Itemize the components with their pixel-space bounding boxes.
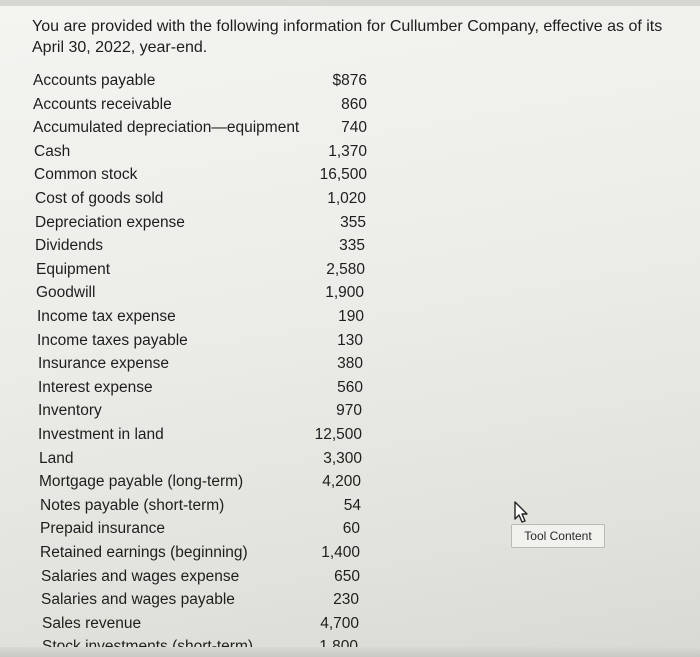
- account-value: 130: [337, 332, 363, 349]
- account-label: Income taxes payable: [37, 332, 188, 349]
- account-label: Insurance expense: [38, 355, 169, 372]
- account-label: Salaries and wages payable: [41, 591, 235, 608]
- account-value: 60: [342, 520, 360, 537]
- account-value: 230: [333, 591, 359, 608]
- tool-content-button[interactable]: Tool Content: [511, 524, 605, 548]
- account-label: Prepaid insurance: [40, 520, 165, 537]
- account-label: Notes payable (short-term): [40, 497, 225, 514]
- account-value: 380: [337, 355, 363, 372]
- bottom-edge: [0, 647, 700, 657]
- account-value: 335: [339, 237, 365, 254]
- account-label: Interest expense: [38, 379, 153, 396]
- account-label: Inventory: [38, 402, 102, 419]
- account-value: 970: [336, 402, 362, 419]
- account-label: Sales revenue: [42, 615, 142, 632]
- intro-text: You are provided with the following information for Cullumber Company, effective as of its April 30, 2022, year-end.: [32, 18, 663, 56]
- account-label: Accounts payable: [33, 72, 156, 89]
- account-value: 740: [341, 119, 367, 136]
- account-value: 2,580: [326, 261, 365, 278]
- account-value: 1,400: [321, 544, 360, 561]
- top-edge: [0, 0, 700, 6]
- account-value: 4,700: [320, 615, 359, 632]
- account-label: Cost of goods sold: [35, 190, 164, 207]
- account-label: Accumulated depreciation—equipment: [33, 119, 300, 136]
- account-value: 355: [340, 214, 366, 231]
- pointer-cursor-icon: [512, 501, 530, 525]
- account-label: Goodwill: [36, 284, 96, 301]
- account-value: 54: [343, 497, 361, 514]
- account-label: Depreciation expense: [35, 214, 185, 231]
- account-label: Accounts receivable: [33, 96, 172, 113]
- account-value: 3,300: [323, 450, 362, 467]
- account-label: Investment in land: [38, 426, 164, 443]
- account-label: Mortgage payable (long-term): [39, 473, 244, 490]
- account-label: Dividends: [35, 237, 104, 254]
- account-value: 560: [337, 379, 363, 396]
- account-value: 16,500: [319, 166, 367, 183]
- account-value: 1,020: [327, 190, 366, 207]
- account-value: 12,500: [314, 426, 362, 443]
- account-value: 190: [338, 308, 364, 325]
- account-value: 4,200: [322, 473, 361, 490]
- account-label: Cash: [34, 143, 71, 160]
- account-value: 860: [341, 96, 367, 113]
- account-value: $876: [332, 72, 367, 89]
- account-value: 1,370: [328, 143, 367, 160]
- account-label: Salaries and wages expense: [41, 568, 240, 585]
- account-label: Income tax expense: [37, 308, 176, 325]
- account-value: 650: [334, 568, 360, 585]
- account-label: Retained earnings (beginning): [40, 544, 248, 561]
- account-label: Common stock: [34, 166, 138, 183]
- account-label: Land: [39, 450, 74, 467]
- account-value: 1,900: [325, 284, 364, 301]
- account-label: Equipment: [36, 261, 111, 278]
